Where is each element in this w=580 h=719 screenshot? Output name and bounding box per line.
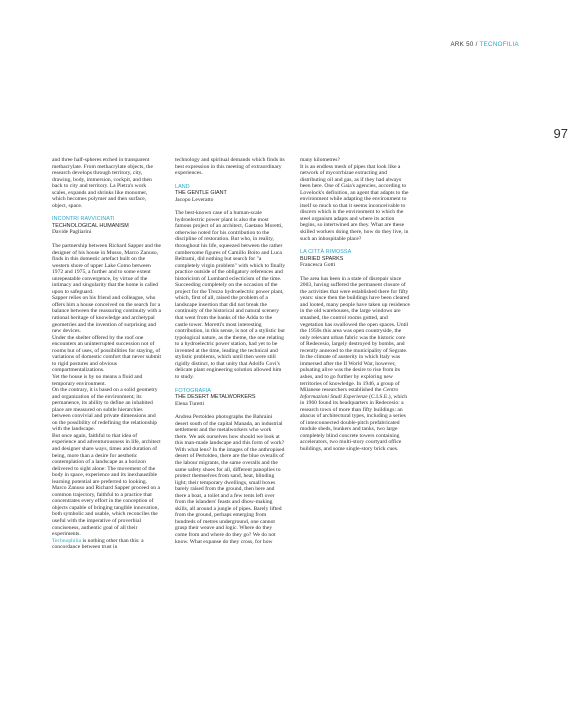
section-category: FOTOGRAFIA [175,387,211,394]
paragraph: Marco Zanuso and Richard Sapper proceed on a common trajectory, faithful to a practice that concentrates every effort in the conception of objects capable of bringing tangible innovation, both symbolic and usable, which reconciles the useful with the imperative of proverbial conciseness, authentic goal of all their experiments. [52,485,160,538]
paragraph [300,354,410,452]
section-author: Jacopo Leveratto [175,196,214,203]
section-author: Davide Pagliarini [52,229,92,236]
paragraph: technology and spiritual demands which finds its best expression in this meeting of extraordinary experiences. [175,157,285,177]
paragraph: and three half-spheres etched in transparent methacrylate. From methacrylate objects, the research develops through territory, city, drawing, body, immersion, cockpit, and then back to city and territory. La Pietra's work scales, expands and shrinks like monomer, which becomes polymer and then surface, object, space. [52,157,153,209]
section-name: TECNOFILIA [479,41,519,48]
section-category: LAND [175,183,190,190]
paragraph-text: is nothing other than this: a concordance between trust in [52,537,144,551]
section-title: THE GENTLE GIANT [175,190,227,197]
paragraph: The partnership between Richard Sapper and the designer of his house in Musso, Marco Zanuso, finds in this domestic artefact built on the western shore of upper Lake Como between 1972 and 1975, a further and to some extent unrepeatable convergence, by virtue of the intimacy and singularity that the home is called upon to safeguard. [52,243,162,295]
text-column-3 [300,157,410,453]
paragraph: It is an endless mesh of pipes that look like a network of mycorrhizae extracting and distributing oil and gas, as if they had always been here. One of Gaia's agencies, according to Lovelock's definition, an agent that adapts to the environment while adapting the environment to itself so much so that it seems inconceivable to discern which is the environment to which the steel organism adapts and where its action begins, so intertwined are they. What are these skilled workers doing there, how do they live, in such an inhospitable place? [300,163,409,242]
brand-word: Technophilia [52,537,82,544]
paragraph: many kilometres? [300,157,340,163]
paragraph-text: In the climate of austerity in which Italy was immersed after the II World War, however, pulsating alive was the desire to rise from its ashes, and to go further by exploring new territories of knowledge. In 1946, a group of Milanese researchers established the [300,354,401,394]
header-separator: / [473,41,480,48]
paragraph: Yet the house is by no means a fluid and temporary environment. [52,373,143,387]
institution-name: Centro Informazioni Studi Esperienze [300,387,399,400]
text-column-1 [52,157,162,551]
section-author: Francesca Gotti [300,262,336,269]
paragraph: Under the shelter offered by the roof one encounters an uninterrupted succession not of rooms but of uses, of possibilities for staying, of variations of domestic comfort that never submit to rigid postures and obvious compartmentalizations. [52,334,162,374]
paragraph [52,538,162,551]
paragraph: Andrea Pertoldeo photographs the Bahraini desert south of the capital Manada, an industrial settlement and the metalworkers who work there. We ask ourselves how should we look at this man-made landscape and this form of work? With what lens? In the images of the anthropised desert of Pertoldeo, there are the blue overalls of the labour migrants, the same overalls and the same safety shoes for all, different panoplies to protect themselves from sand, heat, blinding light; their temporary dwellings, small boxes barely raised from the ground, then here and there a boat, a toilet and a few tents left over from the islanders' feasts and dhow-making skills, all around a jungle of pipes. Barely lifted from the ground, perhaps emerging from hundreds of metres underground, one cannot grasp their weave and logic. Where do they come from and where do they go? We do not know. What expanse do they cross, for how [175,414,285,545]
paragraph: The best-known case of a human-scale hydroelectric power plant is also the most famous project of an architect, Gaetano Moretti, otherwise noted for his contribution to the discipline of restoration. But who, in reality, throughout his life, squeezed between the rather cumbersome figures of Camillo Boito and Luca Beltrami, did nothing but search for "a completely virgin problem" with which to finally practice outside of the obligatory references and historicism of Lombard eclecticism of the time. Succeeding completely on the occasion of the project for the Trezzo hydroelectric power plant, which, first of all, raised the problem of a landscape insertion that did not break the continuity of the historical and natural scenery that went from the banks of the Adda to the castle tower. Moretti's most interesting contribution, in this sense, is not of a stylistic but typological nature, as the theme, the one relating to a hydroelectric power station, had yet to be invented at the time, leading the technical and stylistic problems, which until then were still rigidly distinct, to that unity that Adolfo Covi's delicate plant engineering solution allowed him to study. [175,210,285,380]
section-title: BURIED SPARKS [300,255,344,262]
text-column-2 [175,157,285,545]
page-number: 97 [553,126,568,141]
section-title: THE DESERT METALWORKERS [175,394,256,401]
paragraph-text: (C.I.S.E.), which in 1960 found its headquarters in Redecesio: a research town of more than fifty buildings: an abacus of architectural types, including a series of interconnected double-pitch prefabricated module sheds, bunkers and tanks, two large completely blind concrete towers containing accelerators, two multi-story courtyard office buildings, and some single-story brick cues. [300,393,408,452]
magazine-issue: ARK 50 [450,41,474,48]
paragraph: On the contrary, it is based on a solid geometry and organization of the environment; its permanence, its ability to define an inhabited place are measured on subtle hierarchies between convivial and private dimensions and on the possibility of redefining the relationship with the landscape. [52,387,158,433]
paragraph: But once again, faithful to that idea of experience and adventurousness in life, architect and designer share ways, times and duration of being, more than a desire for aesthetic contemplation of a landscape as a horizon delivered to sight alone: The movement of the body in space, experience and its inexhaustible learning potential are preferred to looking. [52,432,161,485]
section-category: LA CITTÀ RIMOSSA [300,249,352,256]
running-header [450,41,519,48]
paragraph: Sapper relies on his friend and colleague, who offers him a house conceived on the search for a balance between the reassuring continuity with a rational heritage of knowledge and archetypal geometries and the invention of surprising and new devices. [52,295,162,335]
section-title: TECHNOLOGICAL HUMANISM [52,222,129,229]
section-author: Elena Turetti [175,400,205,407]
section-category: INCONTRI RAVVICINATI [52,216,115,223]
paragraph: The area has been in a state of disrepair since 2003, having suffered the permanent closure of the activities that were established there for fifty years: since then the buildings have been cleared and looted, many people have taken up residence in the old warehouses, the large windows are smashed, the control rooms gutted, and vegetation has swallowed the open spaces. Until the 1950s this area was open countryside, the only relevant urban fabric was the historic core of Redecesio, largely destroyed by bombs, and recently annexed to the municipality of Segrate. [300,275,410,354]
